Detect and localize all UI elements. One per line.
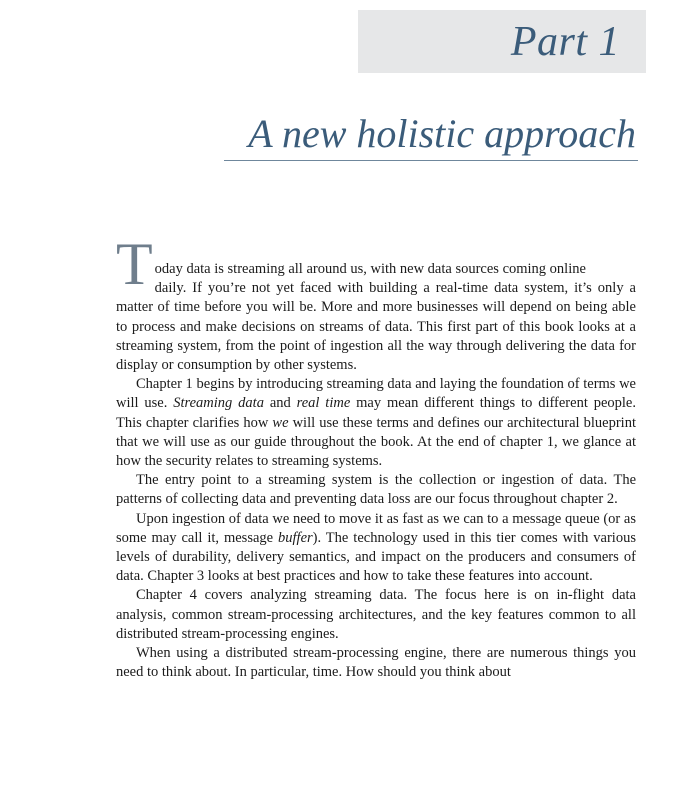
p2-emphasis-streaming-data: Streaming data	[173, 395, 264, 412]
title-underline	[224, 160, 638, 161]
p2-text-d: will use these terms and defines our architectural blueprint that we will use as our guide throughout the book. At the end of chapter 1, we glance at how the security relates to streaming systems.	[116, 414, 636, 470]
p2-emphasis-we: we	[272, 414, 289, 431]
p2-text-c: may mean different things to different people. This chapter clarifies how	[116, 395, 636, 431]
paragraph-6: When using a distributed stream-processing engine, there are numerous things you need to think about. In particular, time. How should you think about	[116, 645, 636, 681]
part-label: Part 1	[510, 19, 620, 65]
p2-text-b: and	[263, 395, 297, 412]
p4-emphasis-buffer: buffer	[278, 529, 313, 546]
part-banner	[358, 10, 646, 73]
p4-text-b: ). The technology used in this tier comes with various levels of durability, delivery semantics, and impact on the producers and consumers of data. Chapter 3 looks at best practices and how to take these features into account.	[116, 529, 636, 585]
paragraph-1-first-line: oday data is streaming all around us, with new data sources coming online	[154, 261, 586, 277]
body-text	[116, 231, 636, 682]
page-title: A new holistic approach	[248, 111, 636, 156]
paragraph-3: The entry point to a streaming system is the collection or ingestion of data. The patterns of collecting data and preventing data loss are our focus throughout chapter 2.	[116, 472, 636, 508]
p4-text-a: Upon ingestion of data we need to move it as fast as we can to a message queue (or as some may call it, message	[116, 510, 636, 546]
paragraph-1	[116, 231, 636, 375]
p2-text-a: Chapter 1 begins by introducing streaming data and laying the foundation of terms we will use.	[116, 376, 636, 412]
drop-cap: T	[116, 231, 153, 297]
paragraph-5: Chapter 4 covers analyzing streaming data. The focus here is on in-flight data analysis, common stream-processing architectures, and the key features common to all distributed stream-processing engines.	[116, 587, 636, 642]
paragraph-1-rest: daily. If you’re not yet faced with building a real-time data system, it’s only a matter of time before you will be. More and more businesses will depend on being able to process and make decisions on streams of data. This first part of this book looks at a streaming system, from the point of ingestion all the way through delivering the data for display or consumption by other systems.	[116, 280, 636, 374]
p2-emphasis-real-time: real time	[296, 395, 351, 412]
paragraph-2	[116, 375, 636, 471]
paragraph-4	[116, 510, 636, 587]
